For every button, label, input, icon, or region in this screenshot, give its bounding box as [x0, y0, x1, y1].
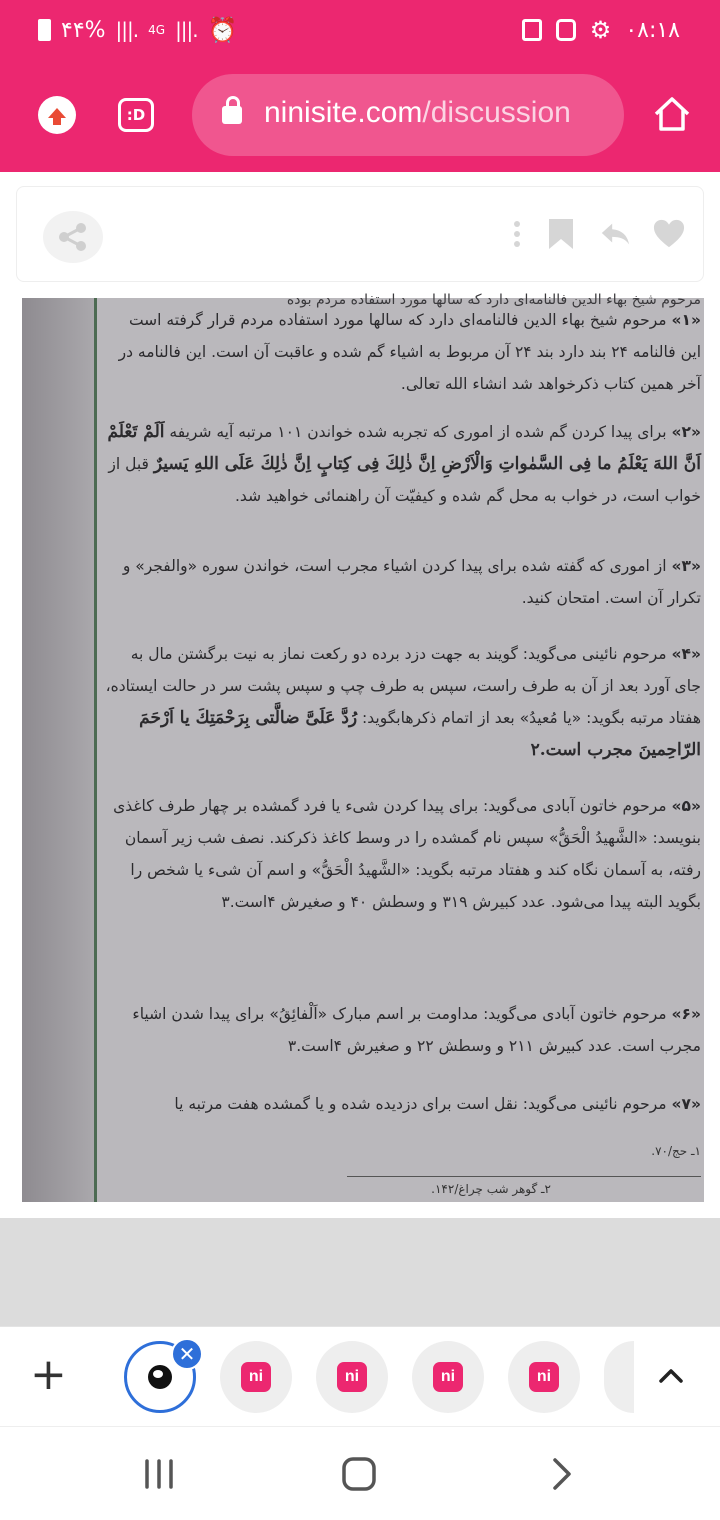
share-icon [56, 220, 90, 254]
post-actions-card [16, 186, 704, 282]
footnote-1: ۱ـ حج/۷۰. [651, 1144, 701, 1158]
top-cut-line: مرحوم شیخ بهاء الدین فالنامه‌ای دارد که سالها مورد استفاده مردم بوده [286, 292, 701, 308]
bookmark-icon[interactable] [545, 217, 577, 251]
close-tab-icon[interactable]: ✕ [171, 1338, 203, 1370]
recent-apps-icon[interactable] [134, 1449, 184, 1499]
clock: ۰۸:۱۸ [625, 17, 680, 43]
url-text[interactable] [264, 96, 614, 130]
ninisite-icon: ni [529, 1362, 559, 1392]
tab-partial[interactable] [604, 1341, 634, 1413]
network-type: 4G [148, 23, 166, 37]
paragraph-7: «۷» مرحوم نائینی می‌گوید: نقل است برای دزدیده شده و یا گمشده هفت مرتبه یا [174, 1095, 701, 1113]
ninisite-icon: ni [337, 1362, 367, 1392]
book-page-photo[interactable] [22, 292, 701, 1202]
paragraph-3: «۳» از اموری که گفته شده برای پیدا کردن اشیاء مجرب است، خواندن سوره «والفجر» و تکرار آن است. امتحان کنید. [122, 557, 701, 607]
alarm-icon: ⏰ [207, 16, 238, 44]
notification-icon [522, 19, 542, 41]
paragraph-1: «۱» مرحوم شیخ بهاء الدین فالنامه‌ای دارد که سالها مورد استفاده مردم قرار گرفته است این فالنامه ۲۴ بند دارد بند ۲۴ آن مربوط به اشیاء گم شده و عاقبت آن است. این فالنامه در آخر همین کتاب ذکرخواهد شد انشاء الله تعالی. [118, 311, 701, 393]
home-icon[interactable] [652, 94, 692, 134]
reply-icon[interactable] [599, 217, 631, 251]
post-actions [511, 217, 685, 251]
url-domain: ninisite.com [264, 96, 423, 129]
like-heart-icon[interactable] [653, 217, 685, 251]
tab-active[interactable] [124, 1341, 196, 1413]
tab-ninisite-3[interactable] [412, 1341, 484, 1413]
footnote-divider [347, 1176, 701, 1177]
signal-icon-2: |||. [175, 18, 198, 42]
ninisite-icon: ni [241, 1362, 271, 1392]
url-path: /discussion [422, 96, 571, 129]
browser-header [0, 0, 720, 172]
ninisite-icon: ni [433, 1362, 463, 1392]
tab-ninisite-1[interactable] [220, 1341, 292, 1413]
globe-icon [148, 1365, 172, 1389]
chevron-up-icon[interactable] [656, 1361, 686, 1391]
tabs-count-button[interactable]: :D [118, 98, 154, 132]
page-gray-area [0, 1218, 720, 1326]
lock-icon [222, 106, 242, 124]
paragraph-6: «۶» مرحوم خاتون آبادی می‌گوید: مداومت بر اسم مبارک «اَلْفائِقُ» برای پیدا شدن اشیاء مجرب است. عدد کبیرش ۲۱۱ و وسطش ۲۲ و صغیرش ۴است.۳ [132, 1005, 701, 1055]
tab-switcher-bar [0, 1326, 720, 1426]
footnote-2: ۲ـ گوهر شب چراغ/۱۴۲. [431, 1182, 551, 1196]
home-nav-icon[interactable] [334, 1449, 384, 1499]
status-right [522, 16, 680, 44]
photo-shadow [22, 298, 102, 1202]
settings-gear-icon: ⚙ [589, 16, 612, 44]
book-page [94, 292, 704, 1202]
screenshot-icon [556, 19, 576, 41]
paragraph-2: «۲» برای پیدا کردن گم شده از اموری که تجربه شده خواندن ۱۰۱ مرتبه آیه شریفه اَلَمْ تَعْلَمْ اَنَّ اللهَ یَعْلَمُ ما فِی السَّمٰواتِ وَالْاَرْضِ اِنَّ ذٰلِكَ فِی كِتابٍ اِنَّ ذٰلِكَ عَلَی اللهِ یَسیرٌ قبل از خواب است، در خواب به محل گم شده و کیفیّت آن راهنمائی خواهید شد. [107, 422, 701, 505]
upload-icon[interactable] [38, 96, 76, 134]
back-nav-icon[interactable] [536, 1449, 586, 1499]
tab-ninisite-4[interactable] [508, 1341, 580, 1413]
status-bar [0, 0, 720, 60]
share-button[interactable] [43, 211, 103, 263]
paragraph-4: «۴» مرحوم نائینی می‌گوید: گویند به جهت دزد برده دو رکعت نماز به نیت برگشتن مال به جای آورد بعد از آن به طرف راست، سپس به طرف چپ و سپس پشت سر در حالت ایستاده، هفتاد مرتبه بگوید: «یا مُعیدُ» بعد از اتمام ذکرهابگوید: رُدَّ عَلَیَّ ضالَّتی بِرَحْمَتِكَ یا اَرْحَمَ الرّاحِمینَ مجرب است.۲ [105, 645, 701, 760]
tab-ninisite-2[interactable] [316, 1341, 388, 1413]
system-nav-bar [0, 1426, 720, 1520]
battery-icon [38, 19, 51, 41]
url-row [0, 74, 720, 158]
paragraph-5: «۵» مرحوم خاتون آبادی می‌گوید: برای پیدا کردن شیء یا فرد گمشده بر چهار طرف کاغذی بنویسد: «الشَّهیدُ الْحَقُّ» سپس نام گمشده را در وسط کاغذ ذکرکند. نصف شب زیر آسمان رفته، به آسمان نگاه کند و هفتاد مرتبه بگوید: «الشَّهیدُ الْحَقُّ» و اسم آن شیء یا شخص را بگوید البته پیدا می‌شود. عدد کبیرش ۳۱۹ و وسطش ۴۰ و صغیرش ۴است.۳ [113, 797, 701, 911]
battery-percent: ۴۴% [61, 17, 106, 43]
new-tab-plus-icon[interactable]: + [30, 1349, 67, 1400]
address-bar[interactable] [192, 74, 624, 156]
more-options-icon[interactable] [511, 217, 523, 251]
signal-icon: |||. [115, 18, 139, 42]
status-left [38, 16, 238, 44]
